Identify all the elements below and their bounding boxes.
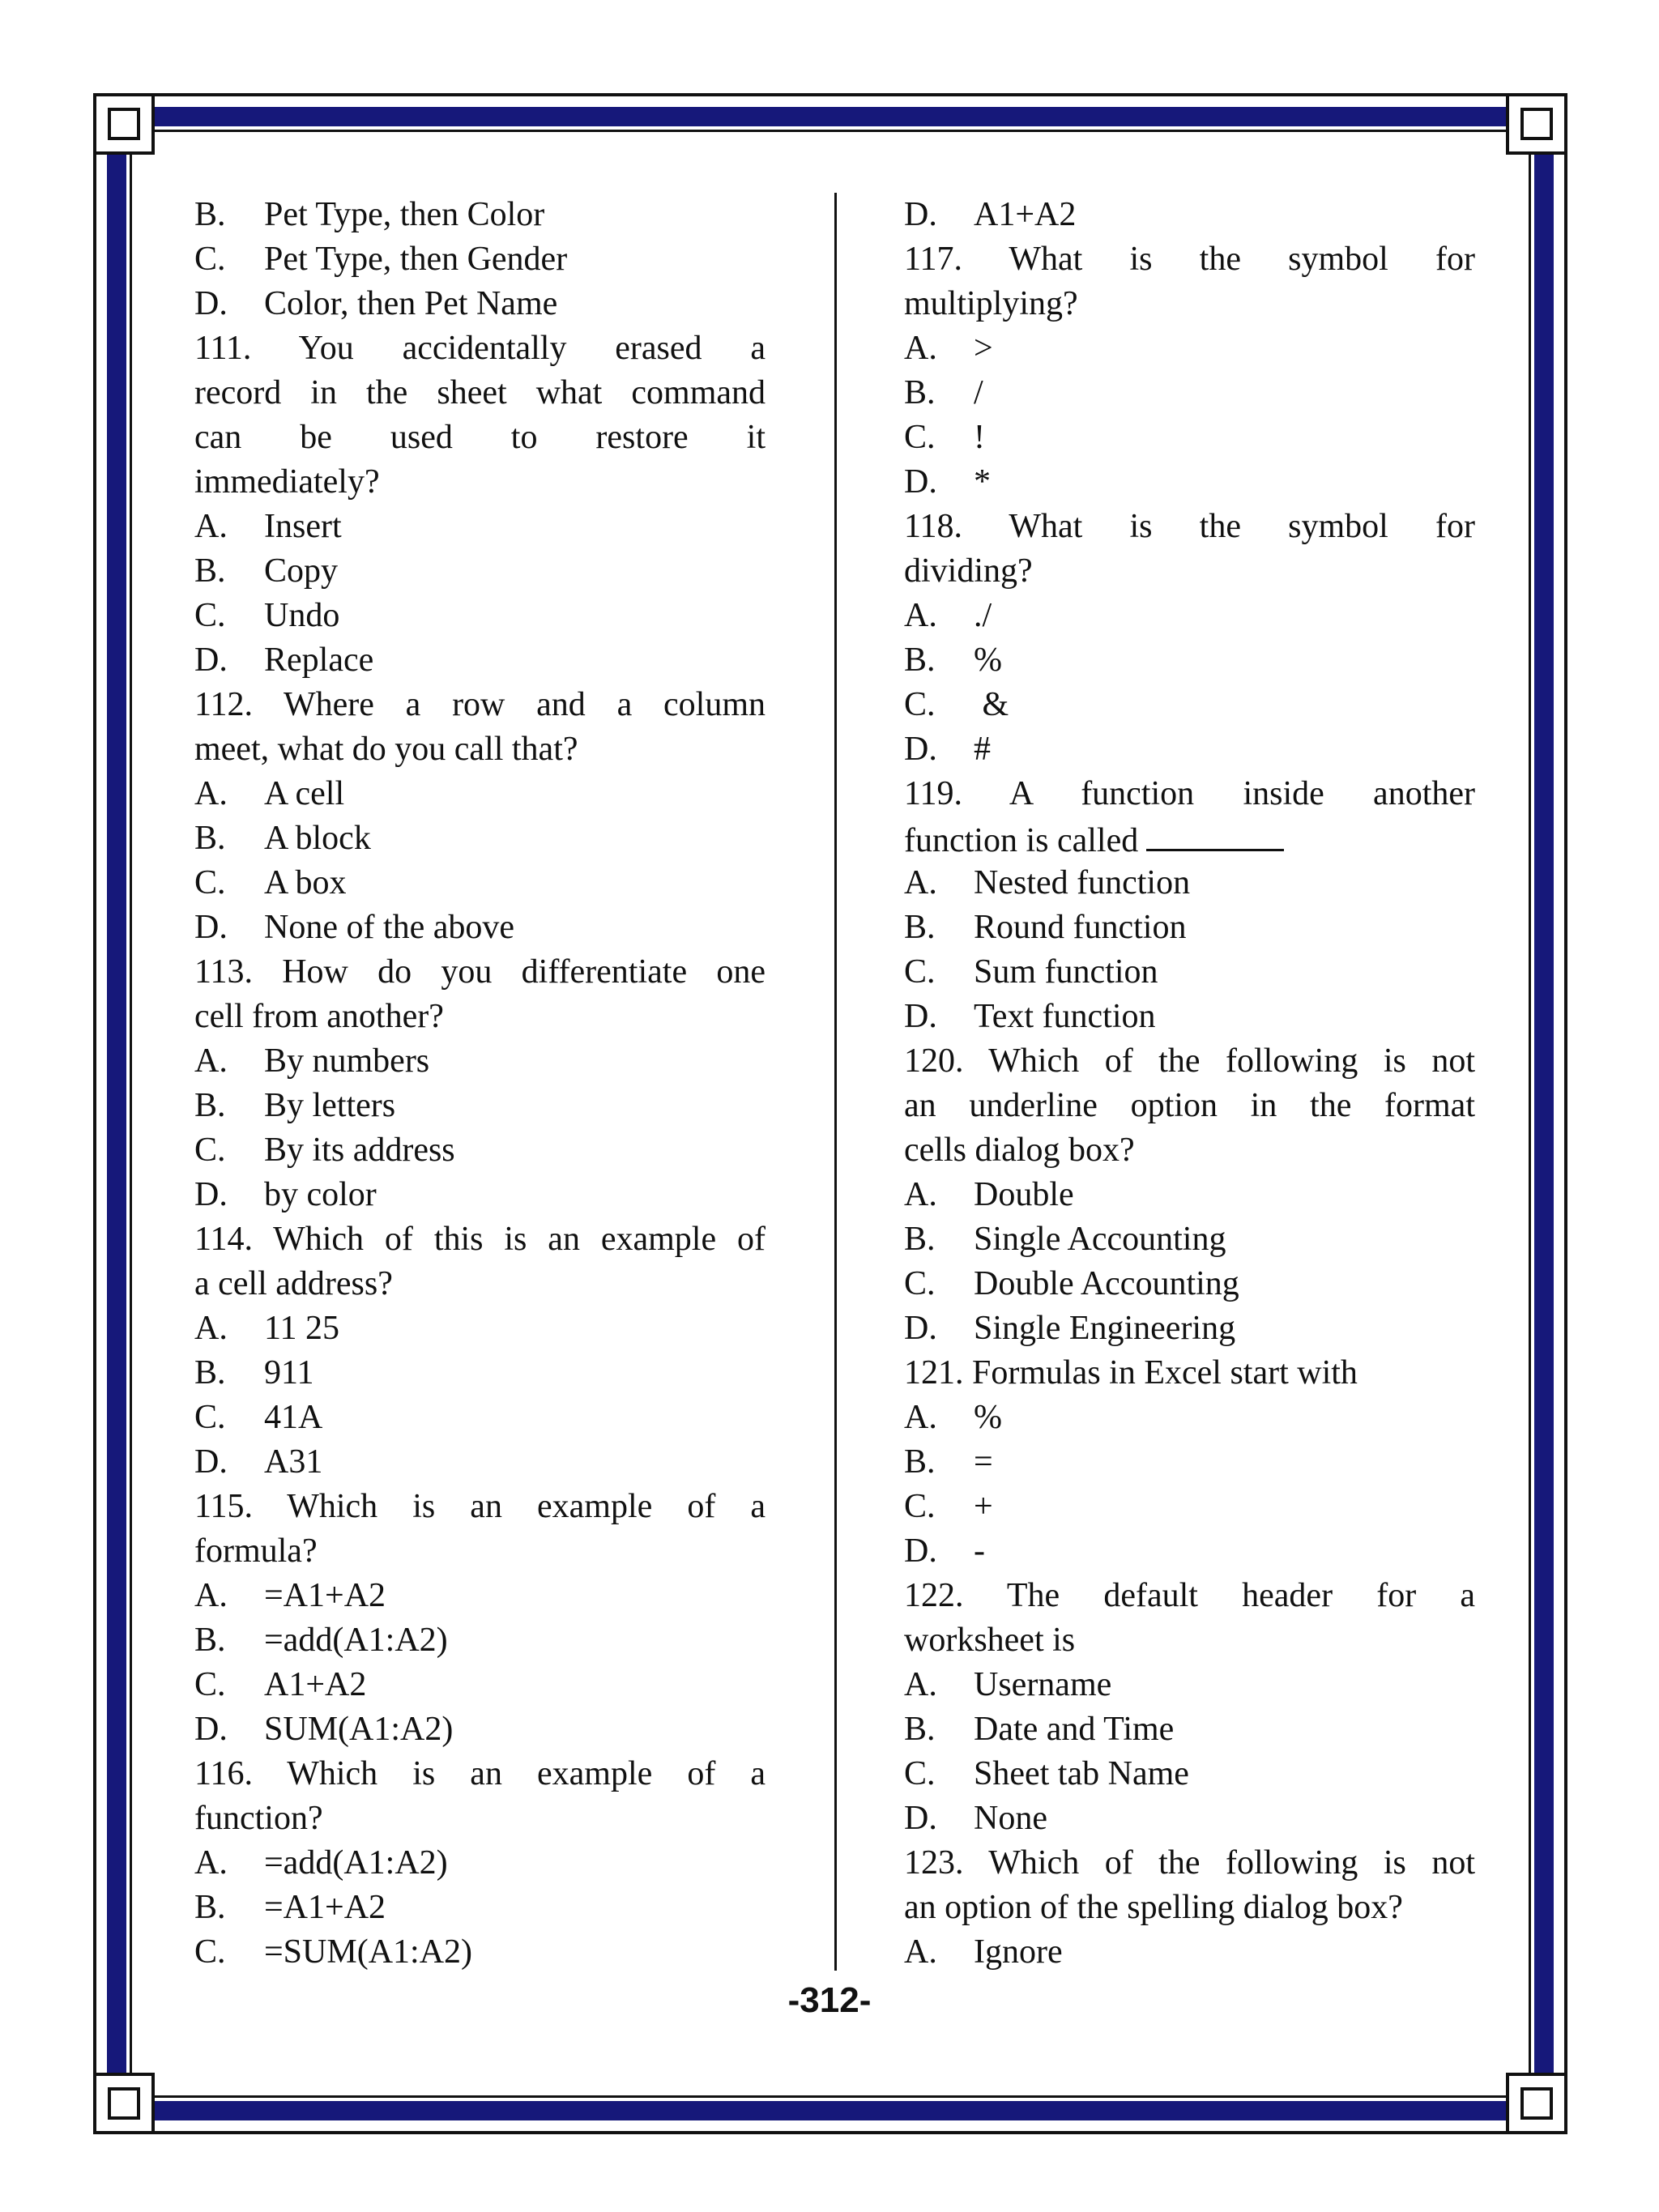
option-letter: D. xyxy=(904,463,937,501)
question-text-line xyxy=(904,549,1475,594)
option-letter: D. xyxy=(904,196,937,233)
question-text: worksheet is xyxy=(904,1622,1076,1659)
option-text: A cell xyxy=(264,775,345,812)
option-letter: D. xyxy=(194,909,228,946)
question-text: 119. A function inside another xyxy=(904,775,1475,812)
question-text: cells dialog box? xyxy=(904,1132,1135,1169)
answer-option xyxy=(904,906,1475,950)
option-letter: C. xyxy=(194,1933,226,1971)
answer-option xyxy=(194,1930,766,1975)
option-letter: C. xyxy=(194,1132,226,1169)
option-letter: A. xyxy=(194,775,228,812)
question-text-line xyxy=(904,1128,1475,1173)
answer-option xyxy=(194,816,766,861)
answer-option xyxy=(904,950,1475,995)
option-text: Username xyxy=(974,1666,1112,1703)
answer-option xyxy=(194,282,766,326)
option-text: Single Accounting xyxy=(974,1221,1226,1258)
answer-option xyxy=(904,861,1475,906)
option-letter: C. xyxy=(194,597,226,634)
question-text: an underline option in the format xyxy=(904,1087,1475,1124)
answer-option xyxy=(194,505,766,549)
question-text-line xyxy=(194,460,766,505)
option-letter: C. xyxy=(194,864,226,901)
answer-option xyxy=(904,1752,1475,1796)
question-text-line xyxy=(904,772,1475,816)
answer-option xyxy=(194,1351,766,1396)
option-text: By its address xyxy=(264,1132,455,1169)
question-text-line xyxy=(194,1217,766,1262)
question-text: 114. Which of this is an example of xyxy=(194,1221,766,1258)
answer-option xyxy=(904,594,1475,638)
option-text: ! xyxy=(974,419,985,456)
question-text: record in the sheet what command xyxy=(194,374,766,411)
question-text: 116. Which is an example of a xyxy=(194,1755,766,1792)
option-letter: D. xyxy=(904,998,937,1035)
option-text: By numbers xyxy=(264,1042,430,1080)
question-text: 111. You accidentally erased a xyxy=(194,330,766,367)
option-letter: B. xyxy=(904,1443,936,1481)
answer-option xyxy=(904,638,1475,683)
answer-option xyxy=(904,193,1475,237)
corner-ornament-top-right xyxy=(1506,93,1567,155)
option-letter: A. xyxy=(904,1666,937,1703)
left-column xyxy=(194,193,766,1975)
answer-option xyxy=(904,1396,1475,1440)
option-text: None xyxy=(974,1800,1047,1837)
question-text-line xyxy=(194,1752,766,1796)
question-text-line xyxy=(904,816,1475,861)
answer-option xyxy=(194,1663,766,1707)
option-text: 41A xyxy=(264,1399,323,1436)
option-letter: D. xyxy=(194,1443,228,1481)
option-text: / xyxy=(974,374,983,411)
option-text: Undo xyxy=(264,597,340,634)
option-text: Sum function xyxy=(974,953,1158,991)
option-text: =add(A1:A2) xyxy=(264,1844,448,1882)
option-text: =add(A1:A2) xyxy=(264,1622,448,1659)
question-text: cell from another? xyxy=(194,998,444,1035)
answer-option xyxy=(194,1707,766,1752)
option-letter: B. xyxy=(904,909,936,946)
option-text: ./ xyxy=(974,597,992,634)
question-text-line xyxy=(904,1084,1475,1128)
question-text-line xyxy=(194,1529,766,1574)
option-letter: D. xyxy=(904,1310,937,1347)
answer-option xyxy=(904,371,1475,416)
option-letter: A. xyxy=(904,330,937,367)
option-text: =A1+A2 xyxy=(264,1889,386,1926)
option-text: = xyxy=(974,1443,993,1481)
question-text-line xyxy=(904,1351,1475,1396)
option-text: Text function xyxy=(974,998,1156,1035)
option-letter: B. xyxy=(194,196,226,233)
option-text: =A1+A2 xyxy=(264,1577,386,1614)
answer-option xyxy=(904,1485,1475,1529)
question-text: 122. The default header for a xyxy=(904,1577,1475,1614)
option-letter: C. xyxy=(904,1265,936,1302)
option-letter: D. xyxy=(904,731,937,768)
option-letter: B. xyxy=(904,374,936,411)
option-letter: D. xyxy=(904,1800,937,1837)
option-letter: A. xyxy=(904,1933,937,1971)
option-letter: A. xyxy=(194,1310,228,1347)
option-text: 11 25 xyxy=(264,1310,339,1347)
answer-option xyxy=(904,727,1475,772)
question-text: immediately? xyxy=(194,463,380,501)
option-text: 911 xyxy=(264,1354,314,1392)
option-text: Replace xyxy=(264,641,374,679)
question-text-line xyxy=(904,282,1475,326)
answer-option xyxy=(194,1396,766,1440)
option-text: Ignore xyxy=(974,1933,1063,1971)
option-letter: B. xyxy=(194,820,226,857)
answer-option xyxy=(904,1306,1475,1351)
option-text: % xyxy=(974,641,1002,679)
corner-ornament-bottom-right xyxy=(1506,2073,1567,2134)
question-text-line xyxy=(904,1574,1475,1618)
question-text: 120. Which of the following is not xyxy=(904,1042,1475,1080)
option-text: # xyxy=(974,731,991,768)
option-text: * xyxy=(974,463,991,501)
option-text: SUM(A1:A2) xyxy=(264,1711,454,1748)
answer-option xyxy=(194,1306,766,1351)
option-letter: A. xyxy=(194,1577,228,1614)
answer-option xyxy=(194,861,766,906)
option-letter: D. xyxy=(904,1532,937,1570)
option-letter: C. xyxy=(904,1755,936,1792)
answer-option xyxy=(904,326,1475,371)
question-text-line xyxy=(194,1796,766,1841)
answer-option xyxy=(904,1663,1475,1707)
option-letter: B. xyxy=(904,641,936,679)
option-letter: B. xyxy=(904,1711,936,1748)
option-text: Insert xyxy=(264,508,342,545)
question-text-line xyxy=(904,1886,1475,1930)
option-text: - xyxy=(974,1532,985,1570)
question-text-line xyxy=(904,1841,1475,1886)
page-number: -312- xyxy=(787,1980,872,2020)
answer-option xyxy=(194,1084,766,1128)
option-text: A1+A2 xyxy=(264,1666,367,1703)
question-text-line xyxy=(904,505,1475,549)
option-text: % xyxy=(974,1399,1002,1436)
answer-option xyxy=(904,1173,1475,1217)
option-text: > xyxy=(974,330,993,367)
answer-option xyxy=(194,1618,766,1663)
question-text-line xyxy=(194,371,766,416)
question-text-line xyxy=(904,1039,1475,1084)
question-text: meet, what do you call that? xyxy=(194,731,578,768)
option-text: Color, then Pet Name xyxy=(264,285,558,322)
option-letter: C. xyxy=(194,1666,226,1703)
answer-option xyxy=(904,1262,1475,1306)
option-letter: B. xyxy=(194,1087,226,1124)
option-text: A1+A2 xyxy=(974,196,1077,233)
question-text: dividing? xyxy=(904,552,1033,590)
option-letter: D. xyxy=(194,285,228,322)
answer-option xyxy=(904,460,1475,505)
question-text: a cell address? xyxy=(194,1265,393,1302)
option-letter: C. xyxy=(904,419,936,456)
option-text: By letters xyxy=(264,1087,396,1124)
option-text: None of the above xyxy=(264,909,515,946)
option-letter: A. xyxy=(904,864,937,901)
answer-option xyxy=(194,1039,766,1084)
option-letter: C. xyxy=(904,1488,936,1525)
answer-option xyxy=(904,1930,1475,1975)
option-letter: D. xyxy=(194,1176,228,1213)
option-text: A block xyxy=(264,820,371,857)
question-text-line xyxy=(194,416,766,460)
question-text: 121. Formulas in Excel start with xyxy=(904,1354,1358,1392)
option-letter: B. xyxy=(904,1221,936,1258)
question-text: 113. How do you differentiate one xyxy=(194,953,766,991)
column-divider xyxy=(834,193,837,1971)
answer-option xyxy=(194,1128,766,1173)
option-letter: C. xyxy=(904,953,936,991)
option-text: Double xyxy=(974,1176,1074,1213)
answer-option xyxy=(194,772,766,816)
question-text: 118. What is the symbol for xyxy=(904,508,1475,545)
question-text: 117. What is the symbol for xyxy=(904,241,1475,278)
option-letter: C. xyxy=(194,241,226,278)
question-text: formula? xyxy=(194,1532,318,1570)
option-text: Double Accounting xyxy=(974,1265,1239,1302)
right-column xyxy=(904,193,1475,1975)
corner-ornament-top-left xyxy=(93,93,155,155)
answer-option xyxy=(194,1841,766,1886)
option-text: Date and Time xyxy=(974,1711,1175,1748)
option-letter: D. xyxy=(194,641,228,679)
answer-option xyxy=(194,1173,766,1217)
question-text: multiplying? xyxy=(904,285,1078,322)
question-text: 115. Which is an example of a xyxy=(194,1488,766,1525)
option-text: Nested function xyxy=(974,864,1191,901)
question-text-line xyxy=(194,950,766,995)
option-text: by color xyxy=(264,1176,377,1213)
option-text: & xyxy=(974,686,1009,723)
fill-in-blank xyxy=(1146,816,1284,851)
question-text-line xyxy=(194,683,766,727)
answer-option xyxy=(904,1796,1475,1841)
option-letter: A. xyxy=(194,1042,228,1080)
question-text-line xyxy=(194,1485,766,1529)
option-letter: A. xyxy=(904,597,937,634)
answer-option xyxy=(194,549,766,594)
answer-option xyxy=(904,1707,1475,1752)
question-text: function is called xyxy=(904,822,1139,859)
answer-option xyxy=(194,1440,766,1485)
question-text-line xyxy=(194,326,766,371)
answer-option xyxy=(194,638,766,683)
answer-option xyxy=(904,416,1475,460)
option-text: Pet Type, then Gender xyxy=(264,241,568,278)
answer-option xyxy=(194,1886,766,1930)
option-letter: A. xyxy=(904,1399,937,1436)
answer-option xyxy=(904,1217,1475,1262)
corner-ornament-bottom-left xyxy=(93,2073,155,2134)
question-text: function? xyxy=(194,1800,323,1837)
answer-option xyxy=(194,906,766,950)
option-text: Round function xyxy=(974,909,1187,946)
answer-option xyxy=(194,594,766,638)
option-letter: A. xyxy=(194,508,228,545)
option-letter: C. xyxy=(194,1399,226,1436)
question-text: can be used to restore it xyxy=(194,419,766,456)
option-letter: A. xyxy=(194,1844,228,1882)
answer-option xyxy=(904,683,1475,727)
option-letter: B. xyxy=(194,1354,226,1392)
option-text: Copy xyxy=(264,552,339,590)
answer-option xyxy=(194,193,766,237)
option-letter: A. xyxy=(904,1176,937,1213)
question-text: 112. Where a row and a column xyxy=(194,686,766,723)
option-text: A box xyxy=(264,864,347,901)
option-text: Sheet tab Name xyxy=(974,1755,1189,1792)
question-text-line xyxy=(904,237,1475,282)
question-text-line xyxy=(194,727,766,772)
question-text-line xyxy=(194,995,766,1039)
answer-option xyxy=(904,1529,1475,1574)
answer-option xyxy=(194,237,766,282)
answer-option xyxy=(904,1440,1475,1485)
question-text-line xyxy=(194,1262,766,1306)
option-letter: B. xyxy=(194,1889,226,1926)
option-letter: B. xyxy=(194,1622,226,1659)
option-letter: D. xyxy=(194,1711,228,1748)
option-letter: B. xyxy=(194,552,226,590)
question-text: an option of the spelling dialog box? xyxy=(904,1889,1403,1926)
option-text: + xyxy=(974,1488,993,1525)
question-text-line xyxy=(904,1618,1475,1663)
answer-option xyxy=(904,995,1475,1039)
option-text: A31 xyxy=(264,1443,323,1481)
option-text: Single Engineering xyxy=(974,1310,1236,1347)
option-letter: C. xyxy=(904,686,936,723)
option-text: Pet Type, then Color xyxy=(264,196,545,233)
question-text: 123. Which of the following is not xyxy=(904,1844,1475,1882)
option-text: =SUM(A1:A2) xyxy=(264,1933,473,1971)
answer-option xyxy=(194,1574,766,1618)
